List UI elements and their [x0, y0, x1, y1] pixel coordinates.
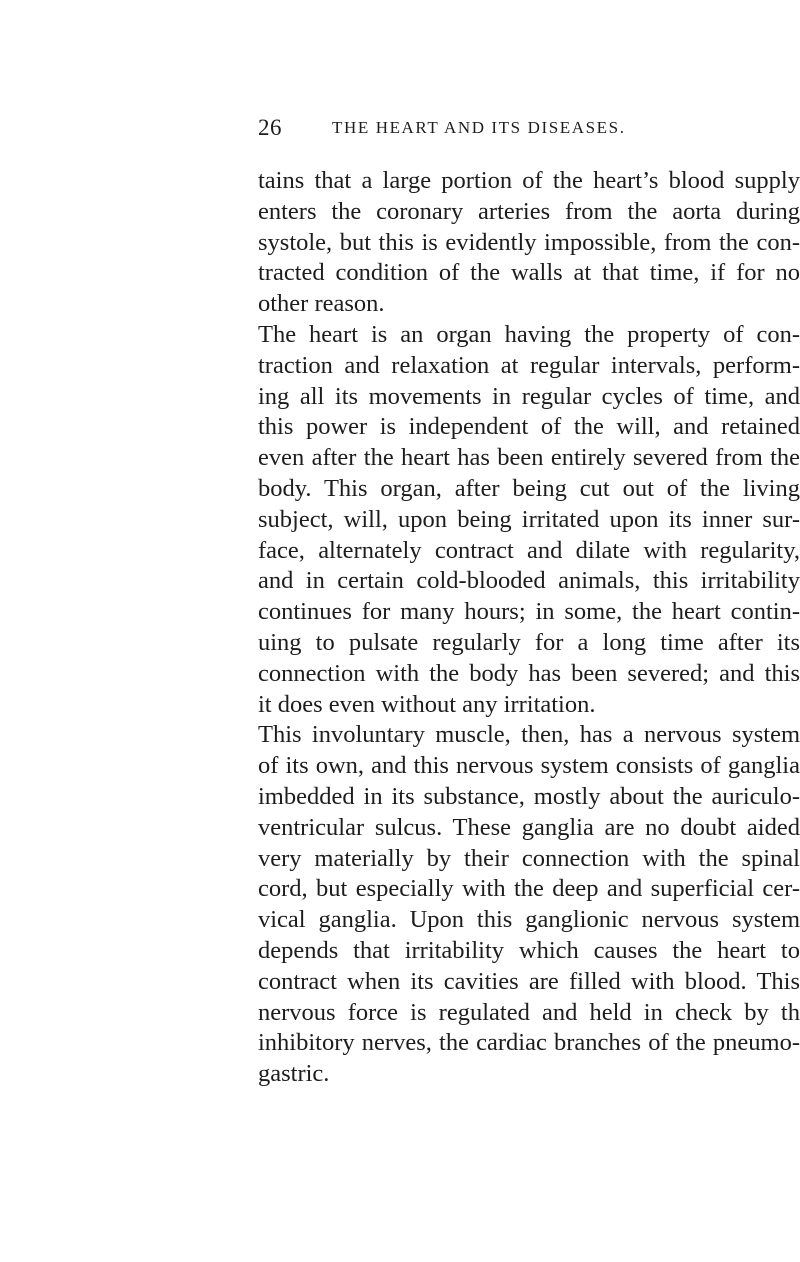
text-line: very materially by their connection with the spinal: [258, 844, 800, 872]
text-line: systole, but this is evidently impossible, from the con-: [258, 228, 800, 256]
text-line: gastric.: [258, 1060, 330, 1088]
text-line: traction and relaxation at regular intervals, perform-: [258, 351, 800, 379]
text-line: uing to pulsate regularly for a long time after its: [258, 628, 800, 656]
text-line: this power is independent of the will, and retained: [258, 413, 800, 441]
text-line: ing all its movements in regular cycles of time, and: [258, 382, 800, 410]
running-head: THE HEART AND ITS DISEASES.: [332, 118, 626, 137]
text-line: The heart is an organ having the property of con-: [258, 320, 800, 348]
text-line: inhibitory nerves, the cardiac branches of the pneumo-: [258, 1029, 800, 1057]
page-number: 26: [258, 115, 282, 140]
text-line: cord, but especially with the deep and superficial cer-: [258, 875, 800, 903]
text-line: and in certain cold-blooded animals, this irritability: [258, 567, 800, 595]
page-header: [258, 115, 800, 145]
text-line: ventricular sulcus. These ganglia are no doubt aided: [258, 813, 800, 841]
body-text: [258, 166, 800, 1090]
text-line: tains that a large portion of the heart’s blood supply: [258, 167, 800, 194]
text-line: body. This organ, after being cut out of the living: [258, 474, 800, 502]
text-line: contract when its cavities are filled with blood. This: [258, 967, 800, 995]
text-line: This involuntary muscle, then, has a nervous system: [258, 721, 800, 749]
text-line: continues for many hours; in some, the heart contin-: [258, 598, 800, 626]
text-line: other reason.: [258, 290, 385, 318]
text-line: connection with the body has been severed; and this: [258, 659, 800, 687]
text-line: face, alternately contract and dilate with regularity,: [258, 536, 800, 564]
text-line: it does even without any irritation.: [258, 690, 596, 718]
text-line: vical ganglia. Upon this ganglionic nervous system: [258, 906, 800, 934]
text-line: of its own, and this nervous system consists of ganglia: [258, 752, 800, 780]
text-line: nervous force is regulated and held in check by th: [258, 998, 800, 1026]
text-line: subject, will, upon being irritated upon its inner sur-: [258, 505, 800, 533]
text-line: tracted condition of the walls at that time, if for no: [258, 259, 800, 287]
text-line: even after the heart has been entirely severed from the: [258, 444, 800, 472]
text-line: imbedded in its substance, mostly about the auriculo-: [258, 782, 800, 810]
text-line: enters the coronary arteries from the aorta during: [258, 197, 800, 225]
text-line: depends that irritability which causes the heart to: [258, 936, 800, 964]
